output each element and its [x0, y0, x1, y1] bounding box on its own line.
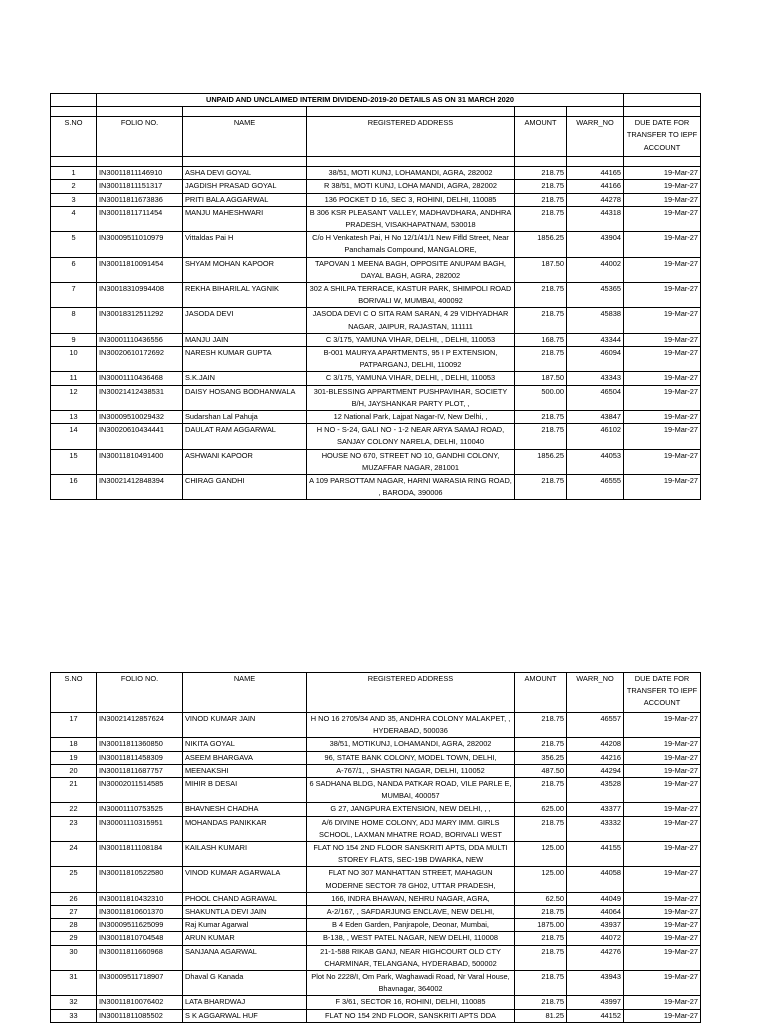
row-name: LATA BHARDWAJ — [183, 996, 307, 1009]
row-warr-no: 43344 — [567, 333, 624, 346]
row-address: JASODA DEVI C O SITA RAM SARAN, 4 29 VIDHYADHAR NAGAR, JAIPUR, RAJASTAN, 111111 — [307, 308, 515, 333]
row-sno: 17 — [51, 713, 97, 738]
row-warr-no: 45365 — [567, 283, 624, 308]
row-due-date: 19-Mar-27 — [624, 475, 701, 500]
row-address: A/6 DIVINE HOME COLONY, ADJ MARY IMM. GIRLS SCHOOL, LAXMAN MHATRE ROAD, BORIVALI WEST — [307, 816, 515, 841]
row-due-date: 19-Mar-27 — [624, 906, 701, 919]
row-name: ASHWANI KAPOOR — [183, 449, 307, 474]
row-sno: 20 — [51, 764, 97, 777]
row-address: 301-BLESSING APPARTMENT PUSHPAVIHAR, SOCIETY B/H, JAYSHANKAR PARTY PLOT, , — [307, 385, 515, 410]
row-amount: 218.75 — [515, 996, 567, 1009]
row-address: FLAT NO 307 MANHATTAN STREET, MAHAGUN MODERNE SECTOR 78 GH02, UTTAR PRADESH, — [307, 867, 515, 892]
row-sno: 24 — [51, 842, 97, 867]
row-due-date: 19-Mar-27 — [624, 713, 701, 738]
row-name: JAGDISH PRASAD GOYAL — [183, 180, 307, 193]
row-amount: 218.75 — [515, 945, 567, 970]
row-address: A-767/1, , SHASTRI NAGAR, DELHI, 110052 — [307, 764, 515, 777]
row-address: TAPOVAN 1 MEENA BAGH, OPPOSITE ANUPAM BAGH, DAYAL BAGH, AGRA, 282002 — [307, 257, 515, 282]
row-sno: 33 — [51, 1009, 97, 1022]
dividend-table-2 — [50, 672, 701, 1023]
row-address: 6 SADHANA BLDG, NANDA PATKAR ROAD, VILE PARLE E, MUMBAI, 400057 — [307, 778, 515, 803]
row-due-date: 19-Mar-27 — [624, 385, 701, 410]
row-folio: IN30018310994408 — [97, 283, 183, 308]
row-sno: 14 — [51, 424, 97, 449]
row-warr-no: 44165 — [567, 167, 624, 180]
row-folio: IN30020610172692 — [97, 347, 183, 372]
row-address: F 3/61, SECTOR 16, ROHINI, DELHI, 110085 — [307, 996, 515, 1009]
table-row — [51, 193, 701, 206]
row-sno: 29 — [51, 932, 97, 945]
row-address: B-001 MAURYA APARTMENTS, 95 I P EXTENSION, PATPARGANJ, DELHI, 110092 — [307, 347, 515, 372]
row-address: HOUSE NO 670, STREET NO 10, GANDHI COLONY, MUZAFFAR NAGAR, 281001 — [307, 449, 515, 474]
row-amount: 218.75 — [515, 206, 567, 231]
table-row — [51, 475, 701, 500]
row-name: VINOD KUMAR AGARWALA — [183, 867, 307, 892]
row-warr-no: 45838 — [567, 308, 624, 333]
row-folio: IN30011810432310 — [97, 892, 183, 905]
row-folio: IN30001110436468 — [97, 372, 183, 385]
row-sno: 22 — [51, 803, 97, 816]
row-sno: 25 — [51, 867, 97, 892]
row-warr-no: 44072 — [567, 932, 624, 945]
row-folio: IN30011811711454 — [97, 206, 183, 231]
row-name: VINOD KUMAR JAIN — [183, 713, 307, 738]
row-due-date: 19-Mar-27 — [624, 206, 701, 231]
row-amount: 218.75 — [515, 778, 567, 803]
row-address: 136 POCKET D 16, SEC 3, ROHINI, DELHI, 110085 — [307, 193, 515, 206]
row-due-date: 19-Mar-27 — [624, 232, 701, 257]
row-amount: 356.25 — [515, 751, 567, 764]
table-row — [51, 347, 701, 372]
row-sno: 18 — [51, 738, 97, 751]
header-amount: AMOUNT — [515, 117, 567, 157]
row-warr-no: 43528 — [567, 778, 624, 803]
row-due-date: 19-Mar-27 — [624, 996, 701, 1009]
row-name: JASODA DEVI — [183, 308, 307, 333]
row-address: R 38/51, MOTI KUNJ, LOHA MANDI, AGRA, 282002 — [307, 180, 515, 193]
row-sno: 19 — [51, 751, 97, 764]
row-amount: 500.00 — [515, 385, 567, 410]
row-sno: 6 — [51, 257, 97, 282]
table-row — [51, 778, 701, 803]
row-amount: 218.75 — [515, 411, 567, 424]
row-warr-no: 43937 — [567, 919, 624, 932]
row-name: DAISY HOSANG BODHANWALA — [183, 385, 307, 410]
row-name: Raj Kumar Agarwal — [183, 919, 307, 932]
table-row — [51, 945, 701, 970]
row-folio: IN30011810076402 — [97, 996, 183, 1009]
row-amount: 218.75 — [515, 347, 567, 372]
row-sno: 15 — [51, 449, 97, 474]
row-warr-no: 46555 — [567, 475, 624, 500]
row-address: G 27, JANGPURA EXTENSION, NEW DELHI, , , — [307, 803, 515, 816]
row-amount: 187.50 — [515, 257, 567, 282]
row-amount: 125.00 — [515, 842, 567, 867]
table-row — [51, 932, 701, 945]
row-warr-no: 43943 — [567, 971, 624, 996]
row-due-date: 19-Mar-27 — [624, 372, 701, 385]
row-due-date: 19-Mar-27 — [624, 892, 701, 905]
row-folio: IN30001110436556 — [97, 333, 183, 346]
row-due-date: 19-Mar-27 — [624, 1009, 701, 1022]
row-sno: 7 — [51, 283, 97, 308]
row-due-date: 19-Mar-27 — [624, 449, 701, 474]
row-folio: IN30001110753525 — [97, 803, 183, 816]
row-name: KAILASH KUMARI — [183, 842, 307, 867]
header-row — [51, 117, 701, 157]
row-address: H NO 16 2705/34 AND 35, ANDHRA COLONY MALAKPET, , HYDERABAD, 500036 — [307, 713, 515, 738]
header-warr: WARR_NO — [567, 117, 624, 157]
table-row — [51, 167, 701, 180]
row-warr-no: 44294 — [567, 764, 624, 777]
row-warr-no: 44276 — [567, 945, 624, 970]
row-amount: 218.75 — [515, 424, 567, 449]
row-due-date: 19-Mar-27 — [624, 764, 701, 777]
row-folio: IN30009511625099 — [97, 919, 183, 932]
row-folio: IN30011810091454 — [97, 257, 183, 282]
row-amount: 1875.00 — [515, 919, 567, 932]
row-due-date: 19-Mar-27 — [624, 778, 701, 803]
header-amount: AMOUNT — [515, 673, 567, 713]
row-due-date: 19-Mar-27 — [624, 333, 701, 346]
row-due-date: 19-Mar-27 — [624, 167, 701, 180]
row-folio: IN30009511718907 — [97, 971, 183, 996]
table-row — [51, 919, 701, 932]
table-row — [51, 764, 701, 777]
row-address: 166, INDRA BHAWAN, NEHRU NAGAR, AGRA, — [307, 892, 515, 905]
table-row — [51, 411, 701, 424]
table-row — [51, 283, 701, 308]
row-warr-no: 44166 — [567, 180, 624, 193]
row-warr-no: 44278 — [567, 193, 624, 206]
table-row — [51, 1009, 701, 1022]
row-amount: 218.75 — [515, 932, 567, 945]
row-warr-no: 46102 — [567, 424, 624, 449]
row-folio: IN30011811151317 — [97, 180, 183, 193]
header-sno: S.NO — [51, 673, 97, 713]
row-name: MOHANDAS PANIKKAR — [183, 816, 307, 841]
row-amount: 125.00 — [515, 867, 567, 892]
header-row — [51, 673, 701, 713]
row-sno: 5 — [51, 232, 97, 257]
row-amount: 218.75 — [515, 475, 567, 500]
row-due-date: 19-Mar-27 — [624, 738, 701, 751]
row-amount: 218.75 — [515, 906, 567, 919]
row-warr-no: 44318 — [567, 206, 624, 231]
row-sno: 13 — [51, 411, 97, 424]
row-warr-no: 46094 — [567, 347, 624, 372]
row-amount: 218.75 — [515, 180, 567, 193]
table-row — [51, 206, 701, 231]
row-name: PRITI BALA AGGARWAL — [183, 193, 307, 206]
row-name: DAULAT RAM AGGARWAL — [183, 424, 307, 449]
header-folio: FOLIO NO. — [97, 673, 183, 713]
table-row — [51, 996, 701, 1009]
row-due-date: 19-Mar-27 — [624, 424, 701, 449]
row-name: SHYAM MOHAN KAPOOR — [183, 257, 307, 282]
row-folio: IN30021412438531 — [97, 385, 183, 410]
row-amount: 62.50 — [515, 892, 567, 905]
row-address: C 3/175, YAMUNA VIHAR, DELHI, , DELHI, 110053 — [307, 333, 515, 346]
row-sno: 1 — [51, 167, 97, 180]
header-due-date: DUE DATE FOR TRANSFER TO IEPF ACCOUNT — [624, 117, 701, 157]
row-name: Vittaldas Pai H — [183, 232, 307, 257]
row-name: Sudarshan Lal Pahuja — [183, 411, 307, 424]
header-due-date: DUE DATE FOR TRANSFER TO IEPF ACCOUNT — [624, 673, 701, 713]
row-address: FLAT NO 154 2ND FLOOR, SANSKRITI APTS DDA — [307, 1009, 515, 1022]
row-sno: 12 — [51, 385, 97, 410]
row-warr-no: 43997 — [567, 996, 624, 1009]
row-folio: IN30021412857624 — [97, 713, 183, 738]
row-sno: 27 — [51, 906, 97, 919]
row-warr-no: 44064 — [567, 906, 624, 919]
row-warr-no: 44049 — [567, 892, 624, 905]
row-due-date: 19-Mar-27 — [624, 180, 701, 193]
row-warr-no: 44208 — [567, 738, 624, 751]
row-folio: IN30018312511292 — [97, 308, 183, 333]
row-name: PHOOL CHAND AGRAWAL — [183, 892, 307, 905]
row-amount: 218.75 — [515, 738, 567, 751]
row-name: ARUN KUMAR — [183, 932, 307, 945]
row-due-date: 19-Mar-27 — [624, 308, 701, 333]
row-due-date: 19-Mar-27 — [624, 816, 701, 841]
row-amount: 625.00 — [515, 803, 567, 816]
row-amount: 1856.25 — [515, 449, 567, 474]
row-address: B 4 Eden Garden, Panjrapole, Deonar, Mumbai, — [307, 919, 515, 932]
row-address: C 3/175, YAMUNA VIHAR, DELHI, , DELHI, 110053 — [307, 372, 515, 385]
row-due-date: 19-Mar-27 — [624, 803, 701, 816]
row-warr-no: 44216 — [567, 751, 624, 764]
row-folio: IN30011810601370 — [97, 906, 183, 919]
header-sno: S.NO — [51, 117, 97, 157]
row-due-date: 19-Mar-27 — [624, 257, 701, 282]
row-name: S.K.JAIN — [183, 372, 307, 385]
row-address: 302 A SHILPA TERRACE, KASTUR PARK, SHIMPOLI ROAD BORIVALI W, MUMBAI, 400092 — [307, 283, 515, 308]
row-folio: IN30011811458309 — [97, 751, 183, 764]
row-amount: 218.75 — [515, 308, 567, 333]
row-warr-no: 44058 — [567, 867, 624, 892]
row-sno: 11 — [51, 372, 97, 385]
row-address: C/o H Venkatesh Pai, H No 12/1/41/1 New Fifld Street, Near Panchamals Compound, MANGALORE, — [307, 232, 515, 257]
table-row — [51, 333, 701, 346]
header-name: NAME — [183, 117, 307, 157]
row-address: 38/51, MOTIKUNJ, LOHAMANDI, AGRA, 282002 — [307, 738, 515, 751]
row-address: A-2/167, , SAFDARJUNG ENCLAVE, NEW DELHI, — [307, 906, 515, 919]
row-folio: IN30009511010979 — [97, 232, 183, 257]
row-name: REKHA BIHARILAL YAGNIK — [183, 283, 307, 308]
row-name: NIKITA GOYAL — [183, 738, 307, 751]
row-warr-no: 44155 — [567, 842, 624, 867]
header-address: REGISTERED ADDRESS — [307, 117, 515, 157]
row-due-date: 19-Mar-27 — [624, 932, 701, 945]
row-folio: IN30011811673836 — [97, 193, 183, 206]
row-folio: IN30011811108184 — [97, 842, 183, 867]
row-amount: 487.50 — [515, 764, 567, 777]
row-address: Plot No 2228/I, Om Park, Waghawadi Road, Nr Varal House, Bhavnagar, 364002 — [307, 971, 515, 996]
row-folio: IN30011810522580 — [97, 867, 183, 892]
row-amount: 81.25 — [515, 1009, 567, 1022]
dividend-table-1 — [50, 93, 701, 500]
table-row — [51, 257, 701, 282]
row-name: MEENAKSHI — [183, 764, 307, 777]
row-sno: 23 — [51, 816, 97, 841]
row-amount: 218.75 — [515, 167, 567, 180]
row-warr-no: 43343 — [567, 372, 624, 385]
row-amount: 218.75 — [515, 283, 567, 308]
row-warr-no: 43377 — [567, 803, 624, 816]
row-folio: IN30011810704548 — [97, 932, 183, 945]
table-row — [51, 372, 701, 385]
table-row — [51, 308, 701, 333]
row-warr-no: 44152 — [567, 1009, 624, 1022]
row-name: ASHA DEVI GOYAL — [183, 167, 307, 180]
row-name: SHAKUNTLA DEVI JAIN — [183, 906, 307, 919]
table-row — [51, 449, 701, 474]
row-folio: IN30011811660968 — [97, 945, 183, 970]
table-row — [51, 906, 701, 919]
row-sno: 32 — [51, 996, 97, 1009]
row-folio: IN30020610434441 — [97, 424, 183, 449]
row-sno: 16 — [51, 475, 97, 500]
row-due-date: 19-Mar-27 — [624, 411, 701, 424]
table-row — [51, 385, 701, 410]
row-amount: 218.75 — [515, 713, 567, 738]
row-warr-no: 46557 — [567, 713, 624, 738]
table-row — [51, 842, 701, 867]
row-warr-no: 46504 — [567, 385, 624, 410]
row-name: MANJU JAIN — [183, 333, 307, 346]
row-folio: IN30009510029432 — [97, 411, 183, 424]
row-address: FLAT NO 154 2ND FLOOR SANSKRITI APTS, DDA MULTI STOREY FLATS, SEC-19B DWARKA, NEW — [307, 842, 515, 867]
row-name: MANJU MAHESHWARI — [183, 206, 307, 231]
row-address: 38/51, MOTI KUNJ, LOHAMANDI, AGRA, 282002 — [307, 167, 515, 180]
table-row — [51, 232, 701, 257]
row-folio: IN30011810491400 — [97, 449, 183, 474]
row-sno: 3 — [51, 193, 97, 206]
table-row — [51, 971, 701, 996]
row-folio: IN30011811146910 — [97, 167, 183, 180]
row-warr-no: 44053 — [567, 449, 624, 474]
row-sno: 28 — [51, 919, 97, 932]
row-address: A 109 PARSOTTAM NAGAR, HARNI WARASIA RING ROAD, , BARODA, 390006 — [307, 475, 515, 500]
row-amount: 218.75 — [515, 816, 567, 841]
row-due-date: 19-Mar-27 — [624, 283, 701, 308]
row-sno: 26 — [51, 892, 97, 905]
row-sno: 9 — [51, 333, 97, 346]
row-warr-no: 43332 — [567, 816, 624, 841]
row-address: 96, STATE BANK COLONY, MODEL TOWN, DELHI, — [307, 751, 515, 764]
row-due-date: 19-Mar-27 — [624, 751, 701, 764]
row-folio: IN30011811687757 — [97, 764, 183, 777]
row-address: 21-1-588 RIKAB GANJ, NEAR HIGHCOURT OLD CTY CHARMINAR, TELANGANA, HYDERABAD, 500002 — [307, 945, 515, 970]
row-amount: 218.75 — [515, 971, 567, 996]
row-name: S K AGGARWAL HUF — [183, 1009, 307, 1022]
row-name: SANJANA AGARWAL — [183, 945, 307, 970]
row-warr-no: 43847 — [567, 411, 624, 424]
row-name: CHIRAG GANDHI — [183, 475, 307, 500]
row-sno: 4 — [51, 206, 97, 231]
row-sno: 2 — [51, 180, 97, 193]
row-sno: 31 — [51, 971, 97, 996]
row-amount: 168.75 — [515, 333, 567, 346]
row-sno: 30 — [51, 945, 97, 970]
row-folio: IN30021412848394 — [97, 475, 183, 500]
row-address: B 306 KSR PLEASANT VALLEY, MADHAVDHARA, ANDHRA PRADESH, VISAKHAPATNAM, 530018 — [307, 206, 515, 231]
row-address: H NO - S-24, GALI NO - 1-2 NEAR ARYA SAMAJ ROAD, SANJAY COLONY NARELA, DELHI, 110040 — [307, 424, 515, 449]
table-row — [51, 424, 701, 449]
row-folio: IN30001110315951 — [97, 816, 183, 841]
table-row — [51, 867, 701, 892]
row-folio: IN30011811360850 — [97, 738, 183, 751]
row-name: NARESH KUMAR GUPTA — [183, 347, 307, 372]
header-folio: FOLIO NO. — [97, 117, 183, 157]
row-due-date: 19-Mar-27 — [624, 971, 701, 996]
row-due-date: 19-Mar-27 — [624, 867, 701, 892]
row-name: ASEEM BHARGAVA — [183, 751, 307, 764]
document-title: UNPAID AND UNCLAIMED INTERIM DIVIDEND-2019-20 DETAILS AS ON 31 MARCH 2020 — [97, 94, 624, 107]
row-sno: 21 — [51, 778, 97, 803]
table-row — [51, 751, 701, 764]
row-due-date: 19-Mar-27 — [624, 842, 701, 867]
header-address: REGISTERED ADDRESS — [307, 673, 515, 713]
row-due-date: 19-Mar-27 — [624, 945, 701, 970]
header-name: NAME — [183, 673, 307, 713]
row-sno: 10 — [51, 347, 97, 372]
row-name: Dhaval G Kanada — [183, 971, 307, 996]
row-amount: 1856.25 — [515, 232, 567, 257]
row-warr-no: 43904 — [567, 232, 624, 257]
table-row — [51, 738, 701, 751]
row-amount: 187.50 — [515, 372, 567, 385]
header-warr: WARR_NO — [567, 673, 624, 713]
row-address: 12 National Park, Lajpat Nagar-IV, New Delhi, , — [307, 411, 515, 424]
table-row — [51, 803, 701, 816]
row-name: BHAVNESH CHADHA — [183, 803, 307, 816]
row-folio: IN30002011514585 — [97, 778, 183, 803]
row-due-date: 19-Mar-27 — [624, 347, 701, 372]
row-name: MIHIR B DESAI — [183, 778, 307, 803]
row-due-date: 19-Mar-27 — [624, 919, 701, 932]
row-warr-no: 44002 — [567, 257, 624, 282]
table-row — [51, 816, 701, 841]
table-row — [51, 713, 701, 738]
row-folio: IN30011811085502 — [97, 1009, 183, 1022]
table-row — [51, 180, 701, 193]
row-sno: 8 — [51, 308, 97, 333]
row-amount: 218.75 — [515, 193, 567, 206]
row-address: B-138, , WEST PATEL NAGAR, NEW DELHI, 110008 — [307, 932, 515, 945]
row-due-date: 19-Mar-27 — [624, 193, 701, 206]
table-row — [51, 892, 701, 905]
